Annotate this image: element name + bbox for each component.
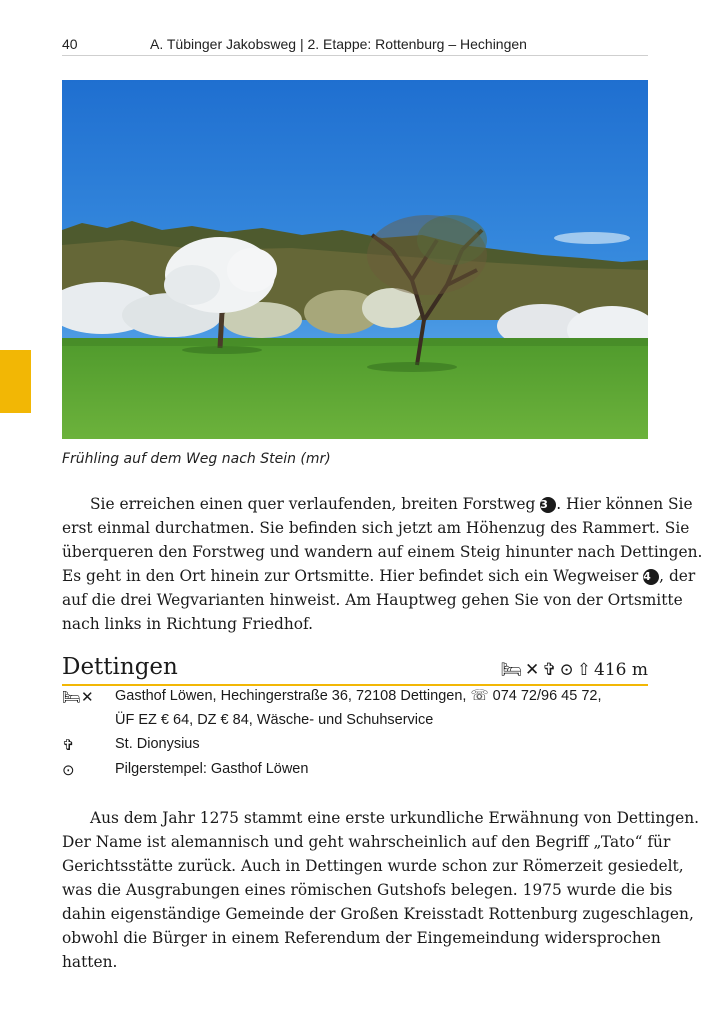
body-paragraph-history: [62, 806, 700, 974]
text-line: überqueren den Forstweg und wandern auf einem Steig hinunter nach Dettingen.: [62, 543, 703, 561]
header-divider: [62, 55, 648, 56]
text-line: erst einmal durchatmen. Sie befinden sich jetzt am Höhenzug des Rammert. Sie: [62, 519, 690, 537]
stamp-icon: ⊙: [559, 660, 574, 680]
section-heading-dettingen: [62, 654, 648, 686]
lodging-text: Gasthof Löwen, Hechingerstraße 36, 72108 Dettingen, ☏ 074 72/96 45 72,: [115, 688, 602, 704]
page-header: [62, 36, 648, 56]
running-title: A. Tübinger Jakobsweg | 2. Etappe: Rottenburg – Hechingen: [150, 36, 527, 52]
amenity-icons: [497, 660, 648, 680]
church-text: St. Dionysius: [115, 736, 200, 752]
bed-icon: 🛏: [500, 660, 523, 680]
text-line: Aus dem Jahr 1275 stammt eine erste urkundliche Erwähnung von Dettingen.: [90, 809, 700, 827]
text-line: auf die drei Wegvarianten hinweist. Am Hauptweg gehen Sie von der Ortsmitte: [62, 591, 683, 609]
landscape-photo: [62, 80, 648, 439]
chapter-tab-marker: [0, 350, 31, 413]
text-line: obwohl die Bürger in einem Referendum der Eingemeindung widersprochen: [62, 929, 661, 947]
church-cross-icon: ✞: [542, 660, 557, 680]
elevation-value: 416 m: [594, 660, 648, 680]
text-line: Es geht in den Ort hinein zur Ortsmitte. Hier befindet sich ein Wegweiser 4 , der: [62, 567, 696, 585]
stamp-icon: ⊙: [62, 762, 75, 779]
church-cross-icon: ✞: [62, 737, 75, 754]
waypoint-3-badge: 3: [540, 497, 556, 513]
text-line: was die Ausgrabungen eines römischen Gutshofs belegen. 1975 wurde die bis: [62, 881, 673, 899]
text-line: dahin eigenständige Gemeinde der Großen Kreisstadt Rottenburg zugeschlagen,: [62, 905, 694, 923]
elevation-icon: ⇧: [576, 660, 592, 680]
cutlery-icon: ✕: [525, 660, 540, 680]
text-line: Der Name ist alemannisch und geht wahrscheinlich auf den Begriff „Tato“ für: [62, 833, 671, 851]
bed-cutlery-icon: 🛏✕: [62, 689, 94, 706]
section-title: Dettingen: [62, 654, 178, 680]
prices-text: ÜF EZ € 64, DZ € 84, Wäsche- und Schuhservice: [115, 712, 434, 728]
text-line: nach links in Richtung Friedhof.: [62, 615, 314, 633]
body-paragraph-route: [62, 492, 703, 636]
text-line: Gerichtsstätte zurück. Auch in Dettingen wurde schon zur Römerzeit gesiedelt,: [62, 857, 684, 875]
photo-caption: Frühling auf dem Weg nach Stein (mr): [62, 451, 331, 467]
page-number: 40: [62, 36, 78, 52]
stamp-text: Pilgerstempel: Gasthof Löwen: [115, 761, 309, 777]
text-line: Sie erreichen einen quer verlaufenden, breiten Forstweg 3 . Hier können Sie: [90, 495, 693, 513]
waypoint-4-badge: 4: [643, 569, 659, 585]
text-line: hatten.: [62, 953, 118, 971]
